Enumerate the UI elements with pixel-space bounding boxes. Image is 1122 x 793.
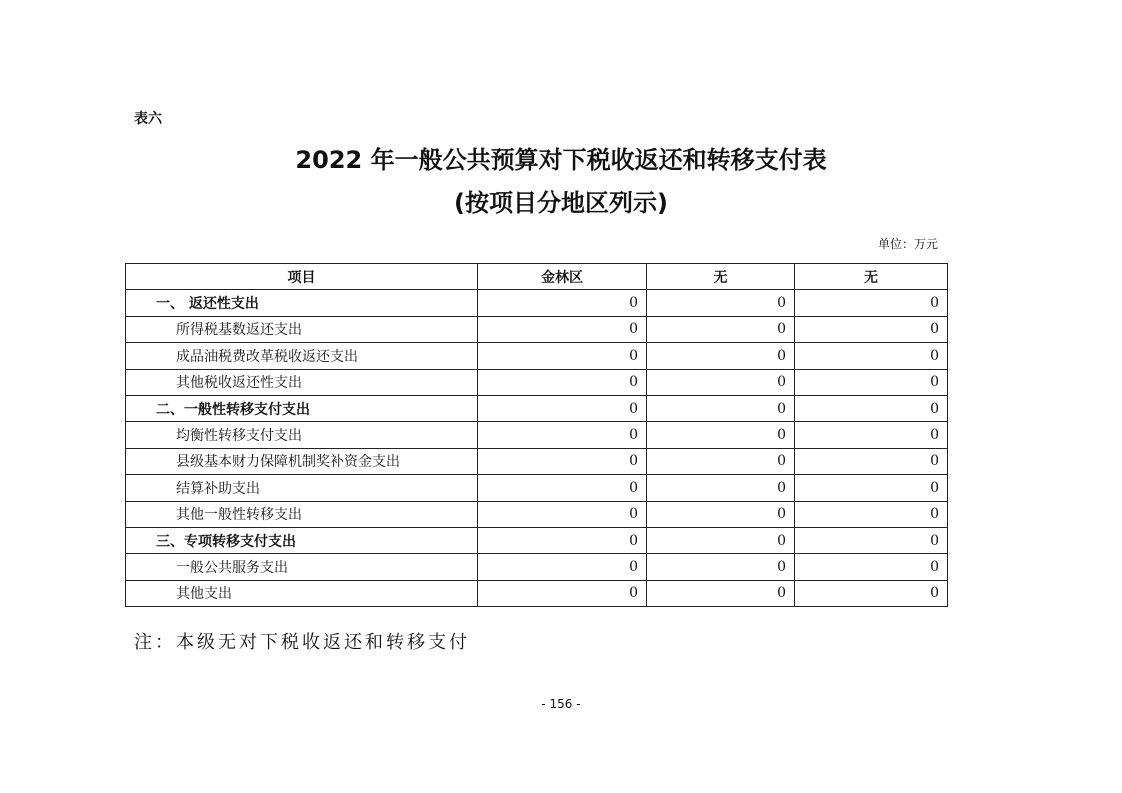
page-number: - 156 -	[541, 697, 581, 711]
row-item-name: 其他税收返还性支出	[126, 369, 478, 395]
row-value: 0	[647, 290, 795, 316]
document-subtitle: (按项目分地区列示)	[454, 189, 668, 217]
footnote: 注：本级无对下税收返还和转移支付	[134, 632, 470, 653]
row-value: 0	[478, 316, 647, 342]
table-row	[126, 475, 948, 501]
row-item-name: 一般公共服务支出	[126, 554, 478, 580]
row-value: 0	[478, 527, 647, 553]
header-none-2: 无	[795, 264, 948, 290]
row-value: 0	[478, 501, 647, 527]
document-title: 2022 年一般公共预算对下税收返还和转移支付表	[295, 146, 827, 174]
row-value: 0	[647, 448, 795, 474]
row-value: 0	[478, 290, 647, 316]
table-label: 表六	[134, 111, 162, 127]
table-row	[126, 395, 948, 421]
row-item-name: 成品油税费改革税收返还支出	[126, 343, 478, 369]
row-item-name: 三、专项转移支付支出	[126, 527, 478, 553]
header-jinlin-district: 金林区	[478, 264, 647, 290]
row-value: 0	[647, 316, 795, 342]
row-value: 0	[795, 343, 948, 369]
table-row	[126, 448, 948, 474]
row-value: 0	[795, 290, 948, 316]
row-value: 0	[647, 369, 795, 395]
row-item-name: 二、一般性转移支付支出	[126, 395, 478, 421]
row-item-name: 其他一般性转移支出	[126, 501, 478, 527]
table-row	[126, 290, 948, 316]
row-value: 0	[478, 395, 647, 421]
table-header-row	[126, 264, 948, 290]
row-value: 0	[795, 422, 948, 448]
table-row	[126, 501, 948, 527]
row-value: 0	[647, 343, 795, 369]
header-item: 项目	[126, 264, 478, 290]
row-value: 0	[795, 475, 948, 501]
table-row	[126, 369, 948, 395]
row-value: 0	[647, 501, 795, 527]
row-value: 0	[795, 369, 948, 395]
row-value: 0	[795, 554, 948, 580]
row-value: 0	[647, 395, 795, 421]
row-value: 0	[795, 527, 948, 553]
row-value: 0	[647, 527, 795, 553]
row-value: 0	[795, 501, 948, 527]
table-row	[126, 554, 948, 580]
row-item-name: 均衡性转移支付支出	[126, 422, 478, 448]
row-item-name: 其他支出	[126, 580, 478, 606]
row-value: 0	[478, 422, 647, 448]
table-row	[126, 422, 948, 448]
table-row	[126, 343, 948, 369]
row-value: 0	[647, 422, 795, 448]
row-value: 0	[795, 580, 948, 606]
table-row	[126, 316, 948, 342]
row-value: 0	[478, 448, 647, 474]
row-value: 0	[478, 554, 647, 580]
row-value: 0	[795, 395, 948, 421]
row-value: 0	[478, 475, 647, 501]
header-none-1: 无	[647, 264, 795, 290]
row-value: 0	[478, 343, 647, 369]
row-item-name: 所得税基数返还支出	[126, 316, 478, 342]
budget-table	[125, 263, 948, 607]
row-value: 0	[647, 475, 795, 501]
row-value: 0	[647, 580, 795, 606]
table-row	[126, 580, 948, 606]
row-value: 0	[795, 448, 948, 474]
row-value: 0	[647, 554, 795, 580]
row-item-name: 一、 返还性支出	[126, 290, 478, 316]
row-item-name: 结算补助支出	[126, 475, 478, 501]
row-value: 0	[478, 369, 647, 395]
table-row	[126, 527, 948, 553]
row-item-name: 县级基本财力保障机制奖补资金支出	[126, 448, 478, 474]
row-value: 0	[478, 580, 647, 606]
unit-label: 单位：万元	[877, 237, 938, 251]
row-value: 0	[795, 316, 948, 342]
table-body	[126, 290, 948, 607]
